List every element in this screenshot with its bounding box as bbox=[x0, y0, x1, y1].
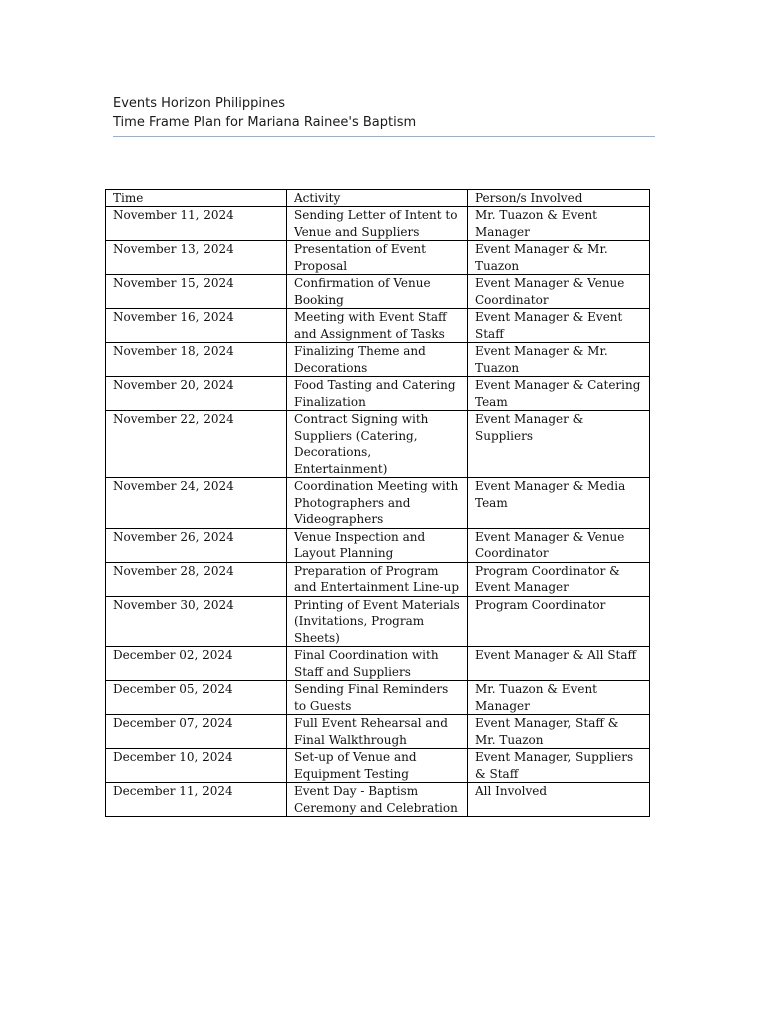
cell-activity: Printing of Event Materials (Invitations, Program Sheets) bbox=[287, 596, 468, 647]
cell-time: December 05, 2024 bbox=[106, 681, 287, 715]
cell-time: November 30, 2024 bbox=[106, 596, 287, 647]
cell-time: November 28, 2024 bbox=[106, 562, 287, 596]
cell-persons: Event Manager & Event Staff bbox=[468, 309, 650, 343]
cell-activity: Presentation of Event Proposal bbox=[287, 241, 468, 275]
cell-time: November 24, 2024 bbox=[106, 478, 287, 529]
table-row bbox=[106, 528, 650, 562]
cell-activity: Meeting with Event Staff and Assignment of Tasks bbox=[287, 309, 468, 343]
cell-time: November 16, 2024 bbox=[106, 309, 287, 343]
cell-time: November 20, 2024 bbox=[106, 377, 287, 411]
cell-activity: Confirmation of Venue Booking bbox=[287, 275, 468, 309]
cell-time: December 10, 2024 bbox=[106, 749, 287, 783]
cell-persons: Event Manager & Venue Coordinator bbox=[468, 528, 650, 562]
cell-persons: Event Manager & Venue Coordinator bbox=[468, 275, 650, 309]
cell-persons: Program Coordinator bbox=[468, 596, 650, 647]
cell-time: November 15, 2024 bbox=[106, 275, 287, 309]
table-row bbox=[106, 596, 650, 647]
table-row bbox=[106, 749, 650, 783]
header-time: Time bbox=[106, 190, 287, 207]
header-divider bbox=[113, 136, 655, 137]
table-row bbox=[106, 343, 650, 377]
cell-persons: Event Manager, Staff & Mr. Tuazon bbox=[468, 715, 650, 749]
cell-persons: Mr. Tuazon & Event Manager bbox=[468, 681, 650, 715]
cell-activity: Contract Signing with Suppliers (Catering, Decorations, Entertainment) bbox=[287, 411, 468, 478]
table-row bbox=[106, 783, 650, 817]
table-row bbox=[106, 309, 650, 343]
table-row bbox=[106, 377, 650, 411]
table-row bbox=[106, 241, 650, 275]
table-header-row bbox=[106, 190, 650, 207]
table-row bbox=[106, 715, 650, 749]
cell-persons: All Involved bbox=[468, 783, 650, 817]
cell-persons: Program Coordinator & Event Manager bbox=[468, 562, 650, 596]
document-header bbox=[113, 94, 655, 132]
time-frame-table bbox=[105, 189, 650, 817]
table-row bbox=[106, 647, 650, 681]
cell-activity: Finalizing Theme and Decorations bbox=[287, 343, 468, 377]
cell-persons: Event Manager, Suppliers & Staff bbox=[468, 749, 650, 783]
cell-activity: Sending Letter of Intent to Venue and Suppliers bbox=[287, 207, 468, 241]
table-row bbox=[106, 478, 650, 529]
cell-activity: Preparation of Program and Entertainment Line-up bbox=[287, 562, 468, 596]
table-row bbox=[106, 207, 650, 241]
cell-activity: Set-up of Venue and Equipment Testing bbox=[287, 749, 468, 783]
company-name: Events Horizon Philippines bbox=[113, 96, 286, 111]
cell-time: November 18, 2024 bbox=[106, 343, 287, 377]
cell-persons: Event Manager & Media Team bbox=[468, 478, 650, 529]
table-row bbox=[106, 411, 650, 478]
cell-time: November 11, 2024 bbox=[106, 207, 287, 241]
table-row bbox=[106, 562, 650, 596]
cell-activity: Final Coordination with Staff and Suppliers bbox=[287, 647, 468, 681]
cell-activity: Full Event Rehearsal and Final Walkthrough bbox=[287, 715, 468, 749]
cell-time: December 07, 2024 bbox=[106, 715, 287, 749]
cell-activity: Venue Inspection and Layout Planning bbox=[287, 528, 468, 562]
cell-persons: Event Manager & All Staff bbox=[468, 647, 650, 681]
cell-activity: Food Tasting and Catering Finalization bbox=[287, 377, 468, 411]
cell-time: November 22, 2024 bbox=[106, 411, 287, 478]
cell-persons: Event Manager & Mr. Tuazon bbox=[468, 343, 650, 377]
table-row bbox=[106, 275, 650, 309]
cell-activity: Sending Final Reminders to Guests bbox=[287, 681, 468, 715]
table-body bbox=[106, 207, 650, 817]
header-persons: Person/s Involved bbox=[468, 190, 650, 207]
cell-persons: Event Manager & Mr. Tuazon bbox=[468, 241, 650, 275]
cell-persons: Event Manager & Catering Team bbox=[468, 377, 650, 411]
cell-persons: Mr. Tuazon & Event Manager bbox=[468, 207, 650, 241]
cell-time: November 26, 2024 bbox=[106, 528, 287, 562]
cell-persons: Event Manager & Suppliers bbox=[468, 411, 650, 478]
cell-activity: Coordination Meeting with Photographers and Videographers bbox=[287, 478, 468, 529]
cell-activity: Event Day - Baptism Ceremony and Celebration bbox=[287, 783, 468, 817]
cell-time: December 02, 2024 bbox=[106, 647, 287, 681]
table-row bbox=[106, 681, 650, 715]
header-activity: Activity bbox=[287, 190, 468, 207]
cell-time: November 13, 2024 bbox=[106, 241, 287, 275]
cell-time: December 11, 2024 bbox=[106, 783, 287, 817]
document-title: Time Frame Plan for Mariana Rainee's Baptism bbox=[113, 115, 417, 130]
